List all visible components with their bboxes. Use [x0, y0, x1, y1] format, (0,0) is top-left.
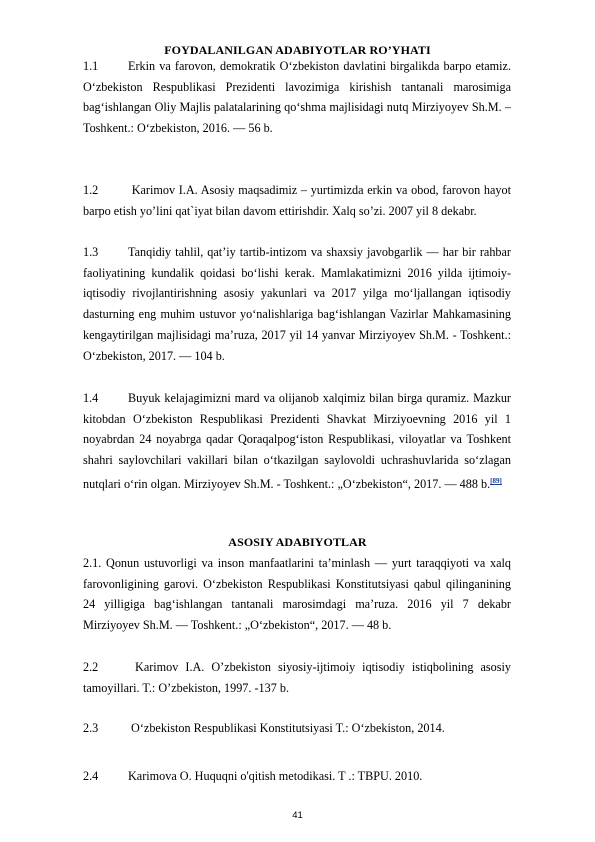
- item-text: Buyuk kelajagimizni mard va olijanob xalqimiz bilan birga quramiz. Mazkur kitobdan O‘zbekiston Respublikasi Prezidenti Shavkat Mirziyoevning 2016 yil 1 noyabrdan 24 noyabrga qadar Qoraqalpog‘iston Respublikasi, viloyatlar va Toshkent shahri saylovchilari vakillari bilan o‘tkazilgan saylovoldi uchrashuvlarida so‘zlagan nutqlari o‘rin olgan. Mirziyoyev Sh.M. - Toshkent.: „O‘zbekiston“, 2017. — 488 b.: [83, 391, 511, 491]
- item-number: 1.4: [83, 391, 99, 405]
- list-item: [83, 388, 511, 495]
- list-item: [83, 242, 511, 366]
- item-text: Karimov I.A. O’zbekiston siyosiy-ijtimoiy iqtisodiy istiqbolining asosiy tamoyillari. T.: O’zbekiston, 1997. -137 b.: [83, 660, 511, 695]
- item-number: 2.2: [83, 660, 99, 674]
- item-text: 2.1. Qonun ustuvorligi va inson manfaatlarini ta’minlash — yurt taraqqiyoti va xalq farovonligining garovi. O‘zbekiston Respublikasi Konstitutsiyasi qabul qilinganining 24 yilligiga bag‘ishlangan tantanali marosimdagi ma’ruza. 2016 yil 7 dekabr Mirziyoyev Sh.M. — Toshkent.: „O‘zbekiston“, 2017. — 48 b.: [83, 556, 511, 633]
- item-number: 1.2: [83, 183, 99, 197]
- item-text: Erkin va farovon, demokratik O‘zbekiston davlatini birgalikda barpo etamiz. O‘zbekiston Respublikasi Prezidenti lavozimiga kirishish tantanali marosimiga bag‘ishlangan Oliy Majlis palatalarining qo‘shma majlisidagi nutq Mirziyoyev Sh.M. – Toshkent.: O‘zbekiston, 2016. — 56 b.: [83, 59, 511, 136]
- list-item: [83, 56, 511, 139]
- item-text: Karimova O. Huquqni o'qitish metodikasi. T .: TBPU. 2010.: [128, 769, 423, 783]
- list-item: [83, 657, 511, 698]
- list-item: [83, 718, 511, 739]
- item-number: 1.3: [83, 245, 99, 259]
- list-item: [83, 553, 511, 636]
- references-heading: FOYDALANILGAN ADABIYOTLAR RO’YHATI: [164, 43, 431, 57]
- item-text: Tanqidiy tahlil, qat’iy tartib-intizom va shaxsiy javobgarlik — har bir rahbar faoliyatining kundalik qoidasi bo‘lishi kerak. Mamlakatimizni 2016 yilda ijtimoiy-iqtisodiy rivojlantirishning asosiy yakunlari va 2017 yilga mo‘ljallangan iqtisodiy dasturning eng muhim ustuvor yo‘nalishlariga bag‘ishlangan Vazirlar Mahkamasining kengaytirilgan majlisidagi ma’ruza, 2017 yil 14 yanvar Mirziyoyev Sh.M. - Toshkent.: O‘zbekiston, 2017. — 104 b.: [83, 245, 511, 363]
- item-number: 2.3: [83, 721, 99, 735]
- main-literature-heading: ASOSIY ADABIYOTLAR: [228, 535, 367, 549]
- item-number: 1.1: [83, 59, 99, 73]
- item-text: O‘zbekiston Respublikasi Konstitutsiyasi T.: O‘zbekiston, 2014.: [128, 721, 445, 735]
- item-number: 2.4: [83, 769, 99, 783]
- item-text: Karimov I.A. Asosiy maqsadimiz – yurtimizda erkin va obod, farovon hayot barpo etish yo’lini qat`iyat bilan davom ettirishdir. Xalq so’zi. 2007 yil 8 dekabr.: [83, 183, 511, 218]
- footnote-reference[interactable]: [89]: [490, 476, 502, 485]
- list-item: [83, 766, 511, 787]
- page-number: 41: [292, 810, 303, 821]
- list-item: [83, 180, 511, 221]
